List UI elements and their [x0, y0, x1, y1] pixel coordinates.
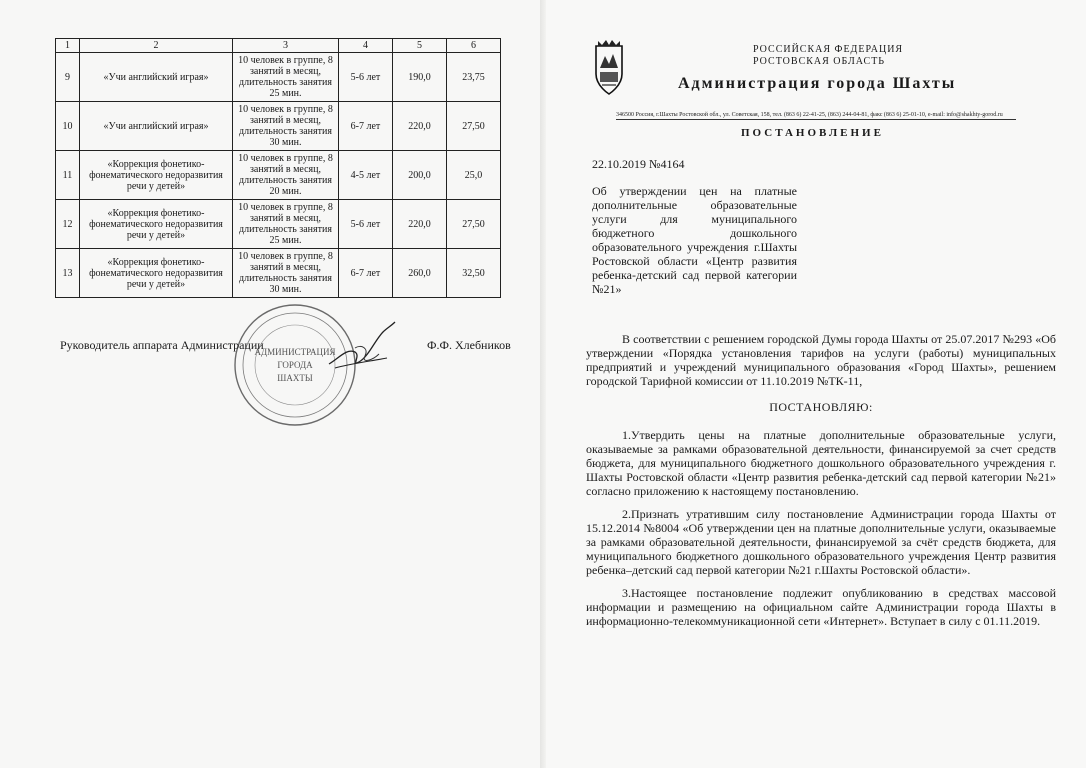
decree-item-3: 3.Настоящее постановление подлежит опубликованию в средствах массовой информации и размещению на официальном сайте Администрации города Шахты в информационно-телекоммуникационной сети «Интернет». Вступает в силу с 01.11.2019. — [586, 586, 1056, 628]
group-conditions: 10 человек в группе, 8 занятий в месяц, длительность занятия 30 мин. — [233, 102, 339, 151]
table-header-cell: 3 — [233, 39, 339, 53]
document-date-number: 22.10.2019 №4164 — [592, 157, 685, 171]
table-header-cell: 4 — [339, 39, 393, 53]
document-type: ПОСТАНОВЛЕНИЕ — [741, 127, 884, 139]
signer-role: Руководитель аппарата Администрации — [60, 338, 264, 352]
header-federation — [753, 44, 903, 68]
federation-name: РОССИЙСКАЯ ФЕДЕРАЦИЯ — [753, 44, 904, 55]
monthly-price: 260,0 — [393, 249, 447, 298]
left-page — [0, 0, 540, 768]
group-conditions: 10 человек в группе, 8 занятий в месяц, длительность занятия 30 мин. — [233, 249, 339, 298]
document-body — [586, 332, 1056, 628]
service-name: «Коррекция фонетико-фонематического недоразвития речи у детей» — [80, 200, 233, 249]
svg-text:ШАХТЫ: ШАХТЫ — [277, 373, 313, 383]
right-page — [546, 0, 1086, 768]
group-conditions: 10 человек в группе, 8 занятий в месяц, длительность занятия 25 мин. — [233, 53, 339, 102]
table-row — [56, 102, 501, 151]
handwritten-signature — [325, 318, 405, 378]
lesson-price: 25,0 — [447, 151, 501, 200]
table-row — [56, 151, 501, 200]
group-conditions: 10 человек в группе, 8 занятий в месяц, длительность занятия 25 мин. — [233, 200, 339, 249]
monthly-price: 220,0 — [393, 200, 447, 249]
row-number: 12 — [56, 200, 80, 249]
row-number: 9 — [56, 53, 80, 102]
table-header-cell: 1 — [56, 39, 80, 53]
age-range: 6-7 лет — [339, 102, 393, 151]
row-number: 10 — [56, 102, 80, 151]
monthly-price: 220,0 — [393, 102, 447, 151]
region-name: РОСТОВСКАЯ ОБЛАСТЬ — [753, 56, 886, 67]
decree-heading: ПОСТАНОВЛЯЮ: — [769, 400, 873, 414]
decree-item-1: 1.Утвердить цены на платные дополнительные образовательные услуги, оказываемые за рамками образовательной деятельности, финансируемой за счет средств бюджета, для муниципального бюджетного дошкольного образовательного учреждения г. Шахты Ростовской области «Центр развития ребенка-детский сад первой категории №21» согласно приложению к настоящему постановлению. — [586, 428, 1056, 498]
svg-text:АДМИНИСТРАЦИЯ: АДМИНИСТРАЦИЯ — [254, 347, 336, 357]
lesson-price: 23,75 — [447, 53, 501, 102]
contact-address: 346500 Россия, г.Шахты Ростовской обл., ул. Советская, 158, тел. (863 6) 22-41-25, (863) 244-04-81, факс (863 6) 25-01-10, e-mail: info@shakhty-gorod.ru — [616, 112, 1016, 120]
city-emblem — [592, 38, 626, 96]
svg-text:ГОРОДА: ГОРОДА — [277, 360, 313, 370]
row-number: 11 — [56, 151, 80, 200]
service-name: «Учи английский играя» — [80, 53, 233, 102]
table-header-row — [56, 39, 501, 53]
table-header-cell: 2 — [80, 39, 233, 53]
signer-name: Ф.Ф. Хлебников — [427, 338, 511, 352]
monthly-price: 190,0 — [393, 53, 447, 102]
preamble-paragraph: В соответствии с решением городской Думы города Шахты от 25.07.2017 №293 «Об утверждении «Порядка установления тарифов на услуги (работы) муниципальных предприятий и учреждений муниципального образования «Город Шахты», решением городской Тарифной комиссии от 11.10.2019 №ТК-11, — [586, 332, 1056, 388]
document-subject: Об утверждении цен на платные дополнительные образовательные услуги для муниципального бюджетного дошкольного образовательного учреждения г.Шахты Ростовской области «Центр развития ребенка-детский сад первой категории №21» — [592, 184, 797, 296]
lesson-price: 27,50 — [447, 102, 501, 151]
age-range: 6-7 лет — [339, 249, 393, 298]
price-table — [55, 38, 501, 298]
decree-item-2: 2.Признать утратившим силу постановление Администрации города Шахты от 15.12.2014 №8004 «Об утверждении цен на платные дополнительные услуги, оказываемые за рамками образовательной деятельности, финансируемой за счёт средств бюджета, для муниципального бюджетного дошкольного образовательного учреждения Центр развития ребенка–детский сад первой категории №21 г.Шахты Ростовской области». — [586, 507, 1056, 577]
table-row — [56, 200, 501, 249]
table-header-cell: 6 — [447, 39, 501, 53]
lesson-price: 27,50 — [447, 200, 501, 249]
service-name: «Учи английский играя» — [80, 102, 233, 151]
row-number: 13 — [56, 249, 80, 298]
lesson-price: 32,50 — [447, 249, 501, 298]
table-row — [56, 53, 501, 102]
service-name: «Коррекция фонетико-фонематического недоразвития речи у детей» — [80, 151, 233, 200]
group-conditions: 10 человек в группе, 8 занятий в месяц, длительность занятия 20 мин. — [233, 151, 339, 200]
table-header-cell: 5 — [393, 39, 447, 53]
table-row — [56, 249, 501, 298]
age-range: 4-5 лет — [339, 151, 393, 200]
service-name: «Коррекция фонетико-фонематического недоразвития речи у детей» — [80, 249, 233, 298]
age-range: 5-6 лет — [339, 53, 393, 102]
administration-title: Администрация города Шахты — [678, 75, 957, 92]
monthly-price: 200,0 — [393, 151, 447, 200]
age-range: 5-6 лет — [339, 200, 393, 249]
